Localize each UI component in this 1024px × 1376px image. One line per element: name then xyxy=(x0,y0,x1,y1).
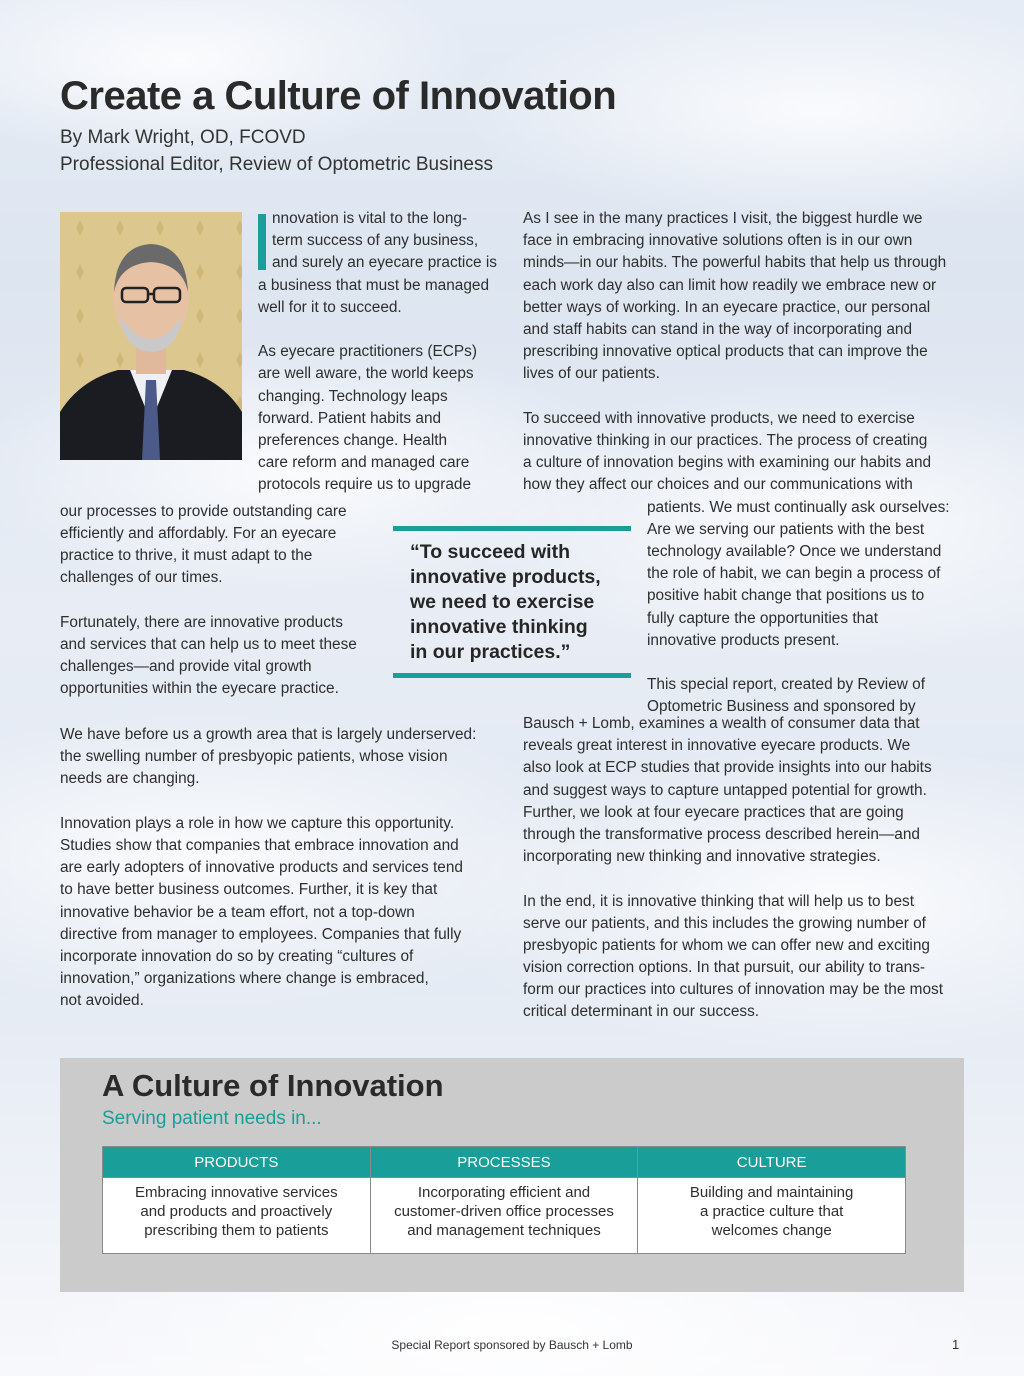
text-line: Bausch + Lomb, examines a wealth of consumer data that xyxy=(523,715,920,732)
pull-quote-line: we need to exercise xyxy=(410,591,595,613)
byline xyxy=(60,124,493,178)
text-line: term success of any business, xyxy=(272,232,479,250)
text-line: innovative products present. xyxy=(647,631,840,649)
text-line: a culture of innovation begins with examining our habits and xyxy=(523,454,932,472)
drop-cap xyxy=(258,214,266,270)
text-line: challenges of our times. xyxy=(60,569,223,587)
text-line xyxy=(60,791,476,813)
text-line: patients. We must continually ask ourselves: xyxy=(647,498,950,516)
header-culture: CULTURE xyxy=(638,1147,906,1178)
text-line: through the transformative process described herein—and xyxy=(523,825,920,843)
text-line: efficiently and affordably. For an eyecare xyxy=(60,524,337,542)
text-line: Further, we look at four eyecare practices that are going xyxy=(523,803,904,821)
footer-sponsor: Special Report sponsored by Bausch + Lomb xyxy=(391,1338,633,1352)
text-line: and services that can help us to meet these xyxy=(60,635,357,653)
text-line: fully capture the opportunities that xyxy=(647,609,879,627)
text-line: This special report, created by Review of xyxy=(647,676,926,694)
intro-text-continued xyxy=(258,275,489,497)
text-line: prescribing innovative optical products that can improve the xyxy=(523,343,928,361)
text-line: directive from manager to employees. Companies that fully xyxy=(60,925,462,943)
text-line: protocols require us to upgrade xyxy=(258,476,472,494)
text-line: forward. Patient habits and xyxy=(258,409,442,427)
text-line: and surely an eyecare practice is xyxy=(272,254,497,272)
right-column-text-beside-quote xyxy=(647,497,950,719)
summary-table xyxy=(102,1146,906,1254)
right-column-text-top xyxy=(523,208,946,496)
text-line: To succeed with innovative products, we need to exercise xyxy=(523,409,915,427)
text-line: As I see in the many practices I visit, the biggest hurdle we xyxy=(523,210,923,227)
text-line: reveals great interest in innovative eyecare products. We xyxy=(523,737,911,755)
text-line: opportunities within the eyecare practice. xyxy=(60,680,339,698)
culture-summary-box xyxy=(60,1058,964,1292)
cell-products xyxy=(103,1178,371,1254)
author-role-line: Professional Editor, Review of Optometric Business xyxy=(60,154,493,175)
text-line: how they affect our choices and our communications with xyxy=(523,476,913,494)
text-line: the role of habit, we can begin a process of xyxy=(647,565,941,583)
text-line: challenges—and provide vital growth xyxy=(60,657,312,675)
pull-quote-line: “To succeed with xyxy=(410,541,570,563)
text-line xyxy=(258,319,489,341)
text-line: presbyopic patients for whom we can offer new and exciting xyxy=(523,936,930,954)
text-line: innovative thinking in our practices. The process of creating xyxy=(523,431,928,449)
cell-line: customer-driven office processes xyxy=(394,1203,614,1220)
text-line xyxy=(523,386,946,408)
text-line: preferences change. Health xyxy=(258,431,448,449)
text-line: Fortunately, there are innovative products xyxy=(60,613,343,631)
pull-quote-text xyxy=(410,540,601,665)
text-line: and staff habits can stand in the way of incorporating and xyxy=(523,320,913,338)
pull-quote-line: innovative thinking xyxy=(410,616,588,638)
cell-line: and products and proactively xyxy=(140,1203,333,1220)
pull-quote xyxy=(393,526,631,678)
pull-quote-line: innovative products, xyxy=(410,566,601,588)
text-line: We have before us a growth area that is largely underserved: xyxy=(60,726,477,743)
text-line: and suggest ways to capture untapped potential for growth. xyxy=(523,781,927,799)
text-line: Studies show that companies that embrace innovation and xyxy=(60,836,459,854)
article-title: Create a Culture of Innovation xyxy=(60,74,617,118)
text-line: lives of our patients. xyxy=(523,365,660,383)
text-line: Optometric Business and sponsored by xyxy=(647,698,916,716)
cell-line: and management techniques xyxy=(407,1222,601,1239)
pull-quote-bottom-rule xyxy=(393,673,631,678)
text-line: In the end, it is innovative thinking that will help us to best xyxy=(523,892,914,910)
cell-culture xyxy=(638,1178,906,1254)
text-line: better ways of working. In an eyecare practice, our personal xyxy=(523,298,931,316)
cell-line: Incorporating efficient and xyxy=(417,1184,591,1201)
text-line: nnovation is vital to the long- xyxy=(272,210,468,227)
text-line: critical determinant in our success. xyxy=(523,1003,760,1021)
page-number: 1 xyxy=(952,1337,960,1352)
text-line: practice to thrive, it must adapt to the xyxy=(60,546,313,564)
text-line: serve our patients, and this includes the growing number of xyxy=(523,914,926,932)
cell-line: Building and maintaining xyxy=(689,1184,854,1201)
text-line: Innovation plays a role in how we capture this opportunity. xyxy=(60,814,455,832)
text-line: As eyecare practitioners (ECPs) xyxy=(258,343,477,361)
text-line: incorporate innovation do so by creating “cultures of xyxy=(60,947,414,965)
text-line: well for it to succeed. xyxy=(258,298,402,316)
table-header-row xyxy=(103,1147,906,1178)
text-line xyxy=(60,589,357,611)
text-line: to have better business outcomes. Further, it is key that xyxy=(60,881,438,899)
text-line: technology available? Once we understand xyxy=(647,542,942,560)
text-line: form our practices into cultures of innovation may be the most xyxy=(523,981,944,999)
header-processes: PROCESSES xyxy=(370,1147,638,1178)
author-photo xyxy=(60,212,242,460)
pull-quote-line: in our practices.” xyxy=(410,641,571,663)
text-line: minds—in our habits. The powerful habits that help us through xyxy=(523,254,947,272)
text-line: Are we serving our patients with the best xyxy=(647,520,925,538)
cell-line: Embracing innovative services xyxy=(135,1184,338,1201)
intro-text-lines-1-3 xyxy=(272,208,497,275)
header-products: PRODUCTS xyxy=(103,1147,371,1178)
text-line xyxy=(523,868,943,890)
text-line: care reform and managed care xyxy=(258,454,470,472)
text-line: changing. Technology leaps xyxy=(258,387,448,405)
cell-line: prescribing them to patients xyxy=(144,1222,329,1239)
box-subtitle: Serving patient needs in... xyxy=(102,1108,322,1129)
cell-line: a practice culture that xyxy=(699,1203,844,1220)
text-line: are well aware, the world keeps xyxy=(258,365,474,383)
box-title: A Culture of Innovation xyxy=(102,1068,444,1103)
text-line: needs are changing. xyxy=(60,770,200,788)
table-row xyxy=(103,1178,906,1254)
text-line: incorporating new thinking and innovative strategies. xyxy=(523,848,881,866)
left-column-text-lower xyxy=(60,724,476,1012)
text-line: innovative behavior be a team effort, not a top-down xyxy=(60,903,415,921)
right-column-text-lower xyxy=(523,713,943,1024)
text-line: not avoided. xyxy=(60,992,144,1010)
text-line: face in embracing innovative solutions often is in our own xyxy=(523,232,913,250)
text-line: our processes to provide outstanding care xyxy=(60,502,347,520)
text-line: innovation,” organizations where change is embraced, xyxy=(60,970,429,988)
pull-quote-top-rule xyxy=(393,526,631,531)
cell-line: welcomes change xyxy=(711,1222,832,1239)
author-line: By Mark Wright, OD, FCOVD xyxy=(60,127,306,148)
text-line: positive habit change that positions us to xyxy=(647,587,925,605)
text-line: the swelling number of presbyopic patients, whose vision xyxy=(60,748,448,766)
text-line: vision correction options. In that pursuit, our ability to trans- xyxy=(523,959,926,977)
cell-processes xyxy=(370,1178,638,1254)
text-line: are early adopters of innovative products and services tend xyxy=(60,859,463,877)
left-column-text-beside-quote xyxy=(60,501,357,701)
text-line: a business that must be managed xyxy=(258,276,490,294)
text-line: each work day also can limit how readily we embrace new or xyxy=(523,276,937,294)
text-line: also look at ECP studies that provide insights into our habits xyxy=(523,759,932,777)
text-line xyxy=(647,652,950,674)
